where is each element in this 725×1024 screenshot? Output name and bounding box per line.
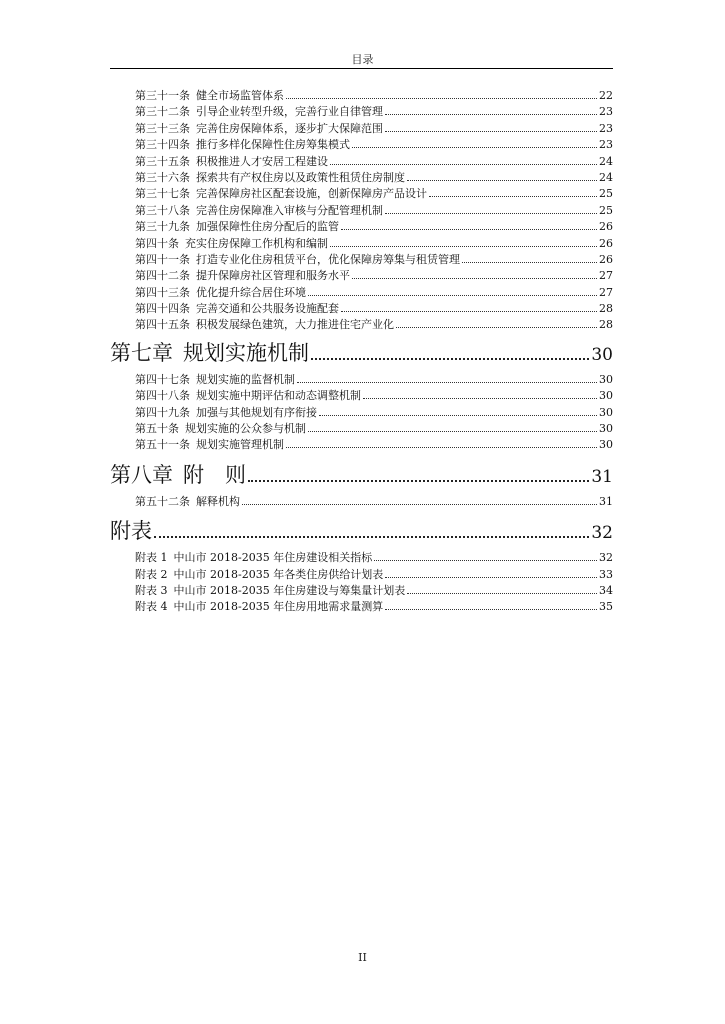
entry-number: 第四十一条 xyxy=(135,252,190,266)
entry-title: 积极发展绿色建筑，大力推进住宅产业化 xyxy=(196,318,394,332)
entry-title: 完善住房保障准入审核与分配管理机制 xyxy=(196,203,383,217)
entry-title: 完善保障房社区配套设施，创新保障房产品设计 xyxy=(196,187,427,201)
toc-entry[interactable] xyxy=(135,317,613,333)
dot-leader xyxy=(330,164,597,165)
toc-entry[interactable] xyxy=(135,88,613,104)
page-ref: 25 xyxy=(599,203,613,217)
toc-entry[interactable] xyxy=(135,252,613,268)
toc-entry[interactable] xyxy=(135,583,613,599)
page-ref: 22 xyxy=(599,89,613,102)
toc-chapter-8[interactable] xyxy=(110,456,613,494)
toc-entry[interactable] xyxy=(135,372,613,388)
toc-appendix[interactable] xyxy=(110,512,613,550)
entry-number: 第四十三条 xyxy=(135,285,190,299)
entry-number: 第四十二条 xyxy=(135,269,190,283)
chapter-number: 第七章 xyxy=(110,340,173,365)
entry-number: 第四十八条 xyxy=(135,389,190,403)
dot-leader xyxy=(363,398,597,399)
entry-number: 附表 2 xyxy=(135,567,168,581)
dot-leader xyxy=(308,295,597,296)
toc-entry[interactable] xyxy=(135,154,613,170)
entry-title: 探索共有产权住房以及政策性租赁住房制度 xyxy=(196,170,405,184)
page-ref: 35 xyxy=(599,600,613,614)
page-ref: 26 xyxy=(599,220,613,234)
page-ref: 24 xyxy=(599,154,613,168)
toc-entry[interactable] xyxy=(135,437,613,453)
entry-number: 附表 4 xyxy=(135,600,168,614)
page-ref: 27 xyxy=(599,269,613,283)
toc-entry[interactable] xyxy=(135,550,613,566)
dot-leader xyxy=(352,278,597,279)
page-ref: 26 xyxy=(599,236,613,250)
entry-number: 第四十四条 xyxy=(135,302,190,316)
page-number: II xyxy=(358,951,367,964)
dot-leader xyxy=(248,480,589,482)
entry-number: 第三十一条 xyxy=(135,89,190,102)
dot-leader xyxy=(352,147,597,148)
dot-leader xyxy=(396,327,597,328)
toc-entry[interactable] xyxy=(135,186,613,202)
entry-title: 中山市 2018-2035 年各类住房供给计划表 xyxy=(173,567,384,581)
entry-number: 第五十条 xyxy=(135,422,179,436)
page-ref: 31 xyxy=(599,494,613,508)
entry-title: 规划实施管理机制 xyxy=(196,438,284,452)
entry-number: 第三十四条 xyxy=(135,138,190,152)
dot-leader xyxy=(385,114,597,115)
dot-leader xyxy=(308,431,597,432)
dot-leader xyxy=(462,262,597,263)
entry-title: 完善交通和公共服务设施配套 xyxy=(196,302,339,316)
toc-entry[interactable] xyxy=(135,268,613,284)
entry-title: 积极推进人才安居工程建设 xyxy=(196,154,328,168)
toc-section-8 xyxy=(135,494,613,510)
toc-entry[interactable] xyxy=(135,301,613,317)
entry-title: 解释机构 xyxy=(196,494,240,508)
page-ref: 30 xyxy=(599,438,613,452)
dot-leader xyxy=(429,196,597,197)
dot-leader xyxy=(242,504,597,505)
chapter-number: 第八章 xyxy=(110,462,173,487)
page-ref: 32 xyxy=(599,551,613,565)
toc-entry[interactable] xyxy=(135,567,613,583)
page-ref: 30 xyxy=(599,389,613,403)
page-ref: 30 xyxy=(599,422,613,436)
toc-entry[interactable] xyxy=(135,405,613,421)
entry-title: 加强与其他规划有序衔接 xyxy=(196,405,317,419)
entry-number: 第四十条 xyxy=(135,236,179,250)
page-ref: 34 xyxy=(599,583,613,597)
dot-leader xyxy=(385,609,597,610)
page-ref: 24 xyxy=(599,170,613,184)
dot-leader xyxy=(154,536,589,538)
entry-number: 第三十八条 xyxy=(135,203,190,217)
chapter-title: 附 则 xyxy=(183,462,246,487)
toc-appendix-items xyxy=(135,550,613,616)
toc-chapter-7[interactable] xyxy=(110,334,613,372)
entry-number: 附表 3 xyxy=(135,583,168,597)
page-ref: 30 xyxy=(599,372,613,386)
entry-number: 第三十三条 xyxy=(135,121,190,135)
toc-entry[interactable] xyxy=(135,388,613,404)
entry-number: 第四十七条 xyxy=(135,372,190,386)
dot-leader xyxy=(385,213,597,214)
running-header: 目录 xyxy=(351,53,374,66)
toc-entry[interactable] xyxy=(135,236,613,252)
page-ref: 30 xyxy=(599,405,613,419)
entry-number: 第四十五条 xyxy=(135,318,190,332)
dot-leader xyxy=(385,131,597,132)
toc-entry[interactable] xyxy=(135,104,613,120)
toc-section-7 xyxy=(135,372,613,454)
page-ref: 32 xyxy=(591,523,613,544)
page-ref: 28 xyxy=(599,318,613,332)
entry-number: 附表 1 xyxy=(135,551,168,565)
entry-title: 优化提升综合居住环境 xyxy=(196,285,306,299)
toc-entry[interactable] xyxy=(135,494,613,510)
entry-number: 第四十九条 xyxy=(135,405,190,419)
dot-leader xyxy=(330,246,597,247)
entry-title: 规划实施的监督机制 xyxy=(196,372,295,386)
entry-title: 加强保障性住房分配后的监管 xyxy=(196,220,339,234)
dot-leader xyxy=(374,560,597,561)
page-ref: 23 xyxy=(599,121,613,135)
toc-entry[interactable] xyxy=(135,285,613,301)
table-of-contents xyxy=(110,88,613,616)
page-ref: 31 xyxy=(591,466,613,487)
entry-number: 第三十七条 xyxy=(135,187,190,201)
toc-entry[interactable] xyxy=(135,203,613,219)
page-ref: 33 xyxy=(599,567,613,581)
header-rule xyxy=(110,68,613,69)
toc-entry[interactable] xyxy=(135,421,613,437)
dot-leader xyxy=(407,180,597,181)
entry-title: 打造专业化住房租赁平台，优化保障房筹集与租赁管理 xyxy=(196,252,460,266)
dot-leader xyxy=(286,98,597,99)
entry-number: 第三十二条 xyxy=(135,105,190,119)
entry-title: 引导企业转型升级，完善行业自律管理 xyxy=(196,105,383,119)
entry-number: 第五十二条 xyxy=(135,494,190,508)
entry-number: 第三十五条 xyxy=(135,154,190,168)
entry-number: 第三十九条 xyxy=(135,220,190,234)
entry-title: 健全市场监管体系 xyxy=(196,89,284,102)
page-ref: 23 xyxy=(599,138,613,152)
entry-number: 第五十一条 xyxy=(135,438,190,452)
page-ref: 27 xyxy=(599,285,613,299)
dot-leader xyxy=(286,447,597,448)
entry-title: 推行多样化保障性住房筹集模式 xyxy=(196,138,350,152)
page-ref: 25 xyxy=(599,187,613,201)
dot-leader xyxy=(319,415,597,416)
toc-section-1 xyxy=(135,88,613,334)
dot-leader xyxy=(385,577,597,578)
entry-title: 充实住房保障工作机构和编制 xyxy=(185,236,328,250)
dot-leader xyxy=(407,593,597,594)
dot-leader xyxy=(311,358,589,360)
toc-entry[interactable] xyxy=(135,137,613,153)
toc-entry[interactable] xyxy=(135,599,613,615)
entry-title: 中山市 2018-2035 年住房建设与筹集量计划表 xyxy=(173,583,406,597)
entry-title: 中山市 2018-2035 年住房建设相关指标 xyxy=(173,551,373,565)
toc-entry[interactable] xyxy=(135,121,613,137)
dot-leader xyxy=(341,311,597,312)
entry-title: 规划实施的公众参与机制 xyxy=(185,422,306,436)
entry-title: 中山市 2018-2035 年住房用地需求量测算 xyxy=(173,600,384,614)
entry-title: 规划实施中期评估和动态调整机制 xyxy=(196,389,361,403)
page-ref: 23 xyxy=(599,105,613,119)
entry-number: 第三十六条 xyxy=(135,170,190,184)
entry-title: 完善住房保障体系，逐步扩大保障范围 xyxy=(196,121,383,135)
page-ref: 28 xyxy=(599,302,613,316)
page-ref: 26 xyxy=(599,252,613,266)
page-ref: 30 xyxy=(591,344,613,365)
entry-title: 提升保障房社区管理和服务水平 xyxy=(196,269,350,283)
toc-entry[interactable] xyxy=(135,219,613,235)
toc-entry[interactable] xyxy=(135,170,613,186)
appendix-title: 附表 xyxy=(110,519,152,544)
chapter-title: 规划实施机制 xyxy=(183,340,309,365)
dot-leader xyxy=(297,382,597,383)
dot-leader xyxy=(341,229,597,230)
